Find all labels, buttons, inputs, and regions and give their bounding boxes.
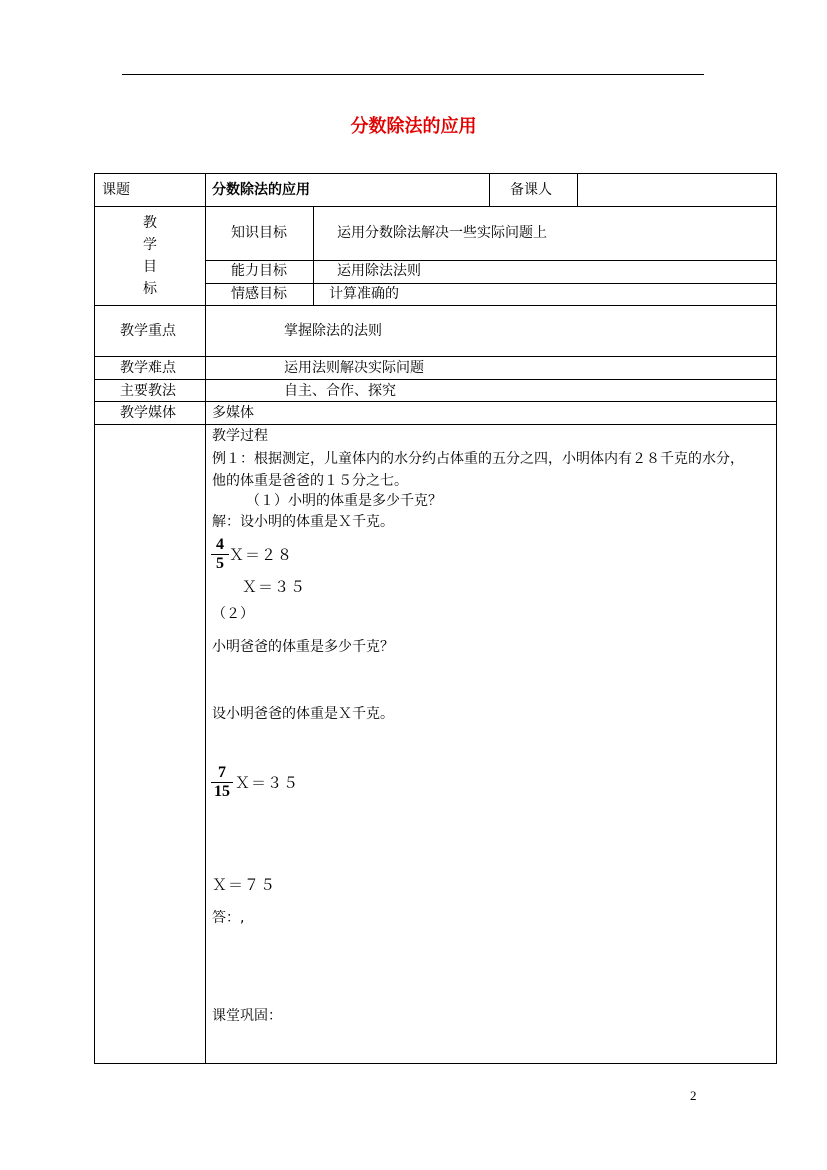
fraction-seven-fifteenths [211,765,233,800]
objective-sep-1 [205,260,777,261]
row-sep-5 [94,401,777,402]
key-point-value: 掌握除法的法则 [284,323,382,339]
header-divider-1 [489,173,490,206]
question-2-marker: （２） [212,606,254,622]
table-border-right [776,173,777,1064]
ability-objective-value: 运用除法法则 [337,263,421,279]
question-2: 小明爸爸的体重是多少千克？ [212,639,394,655]
example-line-1: 例１：根据测定，儿童体内的水分约占体重的五分之四，小明体内有２８千克的水分， [212,451,744,467]
header-rule [122,74,704,75]
teaching-method-value: 自主、合作、探究 [284,383,396,399]
difficulty-value: 运用法则解决实际问题 [284,360,424,376]
emotion-objective-value: 计算准确的 [329,286,399,302]
fraction-denominator: 15 [214,783,230,800]
row-sep-4 [94,379,777,380]
objective-label-divider [313,206,314,305]
header-divider-2 [577,173,578,206]
teaching-media-label: 教学媒体 [120,405,176,421]
fraction-numerator: 4 [216,536,224,553]
equation-2-result: Ｘ＝７５ [212,876,277,894]
row-sep-1 [94,206,777,207]
page-number: 2 [690,1088,697,1103]
preparer-label: 备课人 [510,182,552,198]
key-point-label: 教学重点 [120,323,176,339]
row-sep-2 [94,305,777,306]
objectives-label-char-4: 标 [143,281,157,297]
equation-1-result: Ｘ＝３５ [242,578,307,596]
objectives-label-char-3: 目 [143,259,157,275]
topic-label: 课题 [102,182,130,198]
fraction-denominator: 5 [216,555,224,572]
difficulty-label: 教学难点 [120,360,176,376]
label-column-divider [205,173,206,1064]
table-border-bottom [94,1063,777,1064]
equation-2: Ｘ＝３５ [235,774,300,792]
question-2-setup: 设小明爸爸的体重是Ｘ千克。 [212,706,394,722]
consolidation-heading: 课堂巩固： [212,1008,282,1024]
knowledge-objective-value: 运用分数除法解决一些实际问题上 [337,225,547,241]
process-heading: 教学过程 [212,428,268,444]
row-sep-3 [94,356,777,357]
topic-value: 分数除法的应用 [212,182,310,198]
row-sep-6 [94,424,777,425]
ability-objective-label: 能力目标 [231,263,287,279]
objectives-label-char-1: 教 [143,215,157,231]
table-border-left [94,173,95,1064]
answer-line: 答：, [212,910,245,926]
knowledge-objective-label: 知识目标 [231,225,287,241]
objective-sep-2 [205,283,777,284]
fraction-four-fifths [211,537,229,572]
teaching-method-label: 主要教法 [120,383,176,399]
example-line-2: 他的体重是爸爸的１５分之七。 [212,473,408,489]
fraction-numerator: 7 [218,764,226,781]
document-title: 分数除法的应用 [350,116,477,137]
equation-1: Ｘ＝２８ [229,546,294,564]
emotion-objective-label: 情感目标 [231,286,287,302]
teaching-media-value: 多媒体 [212,405,254,421]
objectives-label-char-2: 学 [143,237,157,253]
question-1-setup: 解：设小明的体重是Ｘ千克。 [212,514,394,530]
question-1: （１）小明的体重是多少千克？ [246,493,442,509]
table-border-top [94,173,777,174]
